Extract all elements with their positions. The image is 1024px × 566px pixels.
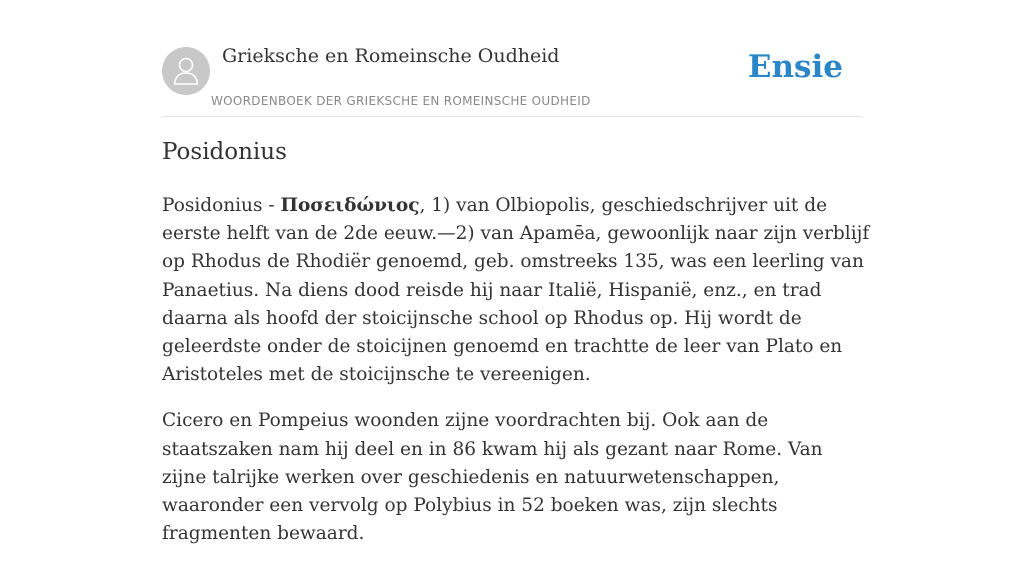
source-title-link[interactable]: Grieksche en Romeinsche Oudheid (222, 45, 560, 67)
paragraph-1 (162, 192, 872, 389)
entry-lead: Posidonius - (162, 195, 281, 216)
user-icon (172, 56, 200, 86)
greek-name: Ποσειδώνιος (280, 195, 420, 216)
paragraph-2: Cicero en Pompeius woonden zijne voordrachten bij. Ook aan de staatszaken nam hij deel en in 86 kwam hij als gezant naar Rome. Van zijne talrijke werken over geschiedenis en natuurwetenschappen, waaronder een vervolg op Polybius in 52 boeken was, zijn slechts fragmenten bewaard. (162, 410, 823, 545)
source-subtitle-link[interactable]: WOORDENBOEK DER GRIEKSCHE EN ROMEINSCHE OUDHEID (211, 94, 591, 108)
entry-title: Posidonius (162, 139, 287, 165)
source-header (162, 44, 862, 117)
paragraph-1-text: , 1) van Olbiopolis, geschiedschrijver uit de eerste helft van de 2de eeuw.—2) van Apamēa, gewoonlijk naar zijn verblijf op Rhodus de Rhodiër genoemd, geb. omstreeks 135, was een leerling van Panaetius. Na diens dood reisde hij naar Italië, Hispanië, enz., en trad daarna als hoofd der stoicijnsche school op Rhodus op. Hij wordt de geleerdste onder de stoicijnen genoemd en trachtte de leer van Plato en Aristoteles met de stoicijnsche te vereenigen. (162, 195, 870, 386)
ensie-logo[interactable]: Ensie (747, 49, 843, 85)
entry-content (162, 192, 872, 566)
source-avatar[interactable] (162, 47, 210, 95)
